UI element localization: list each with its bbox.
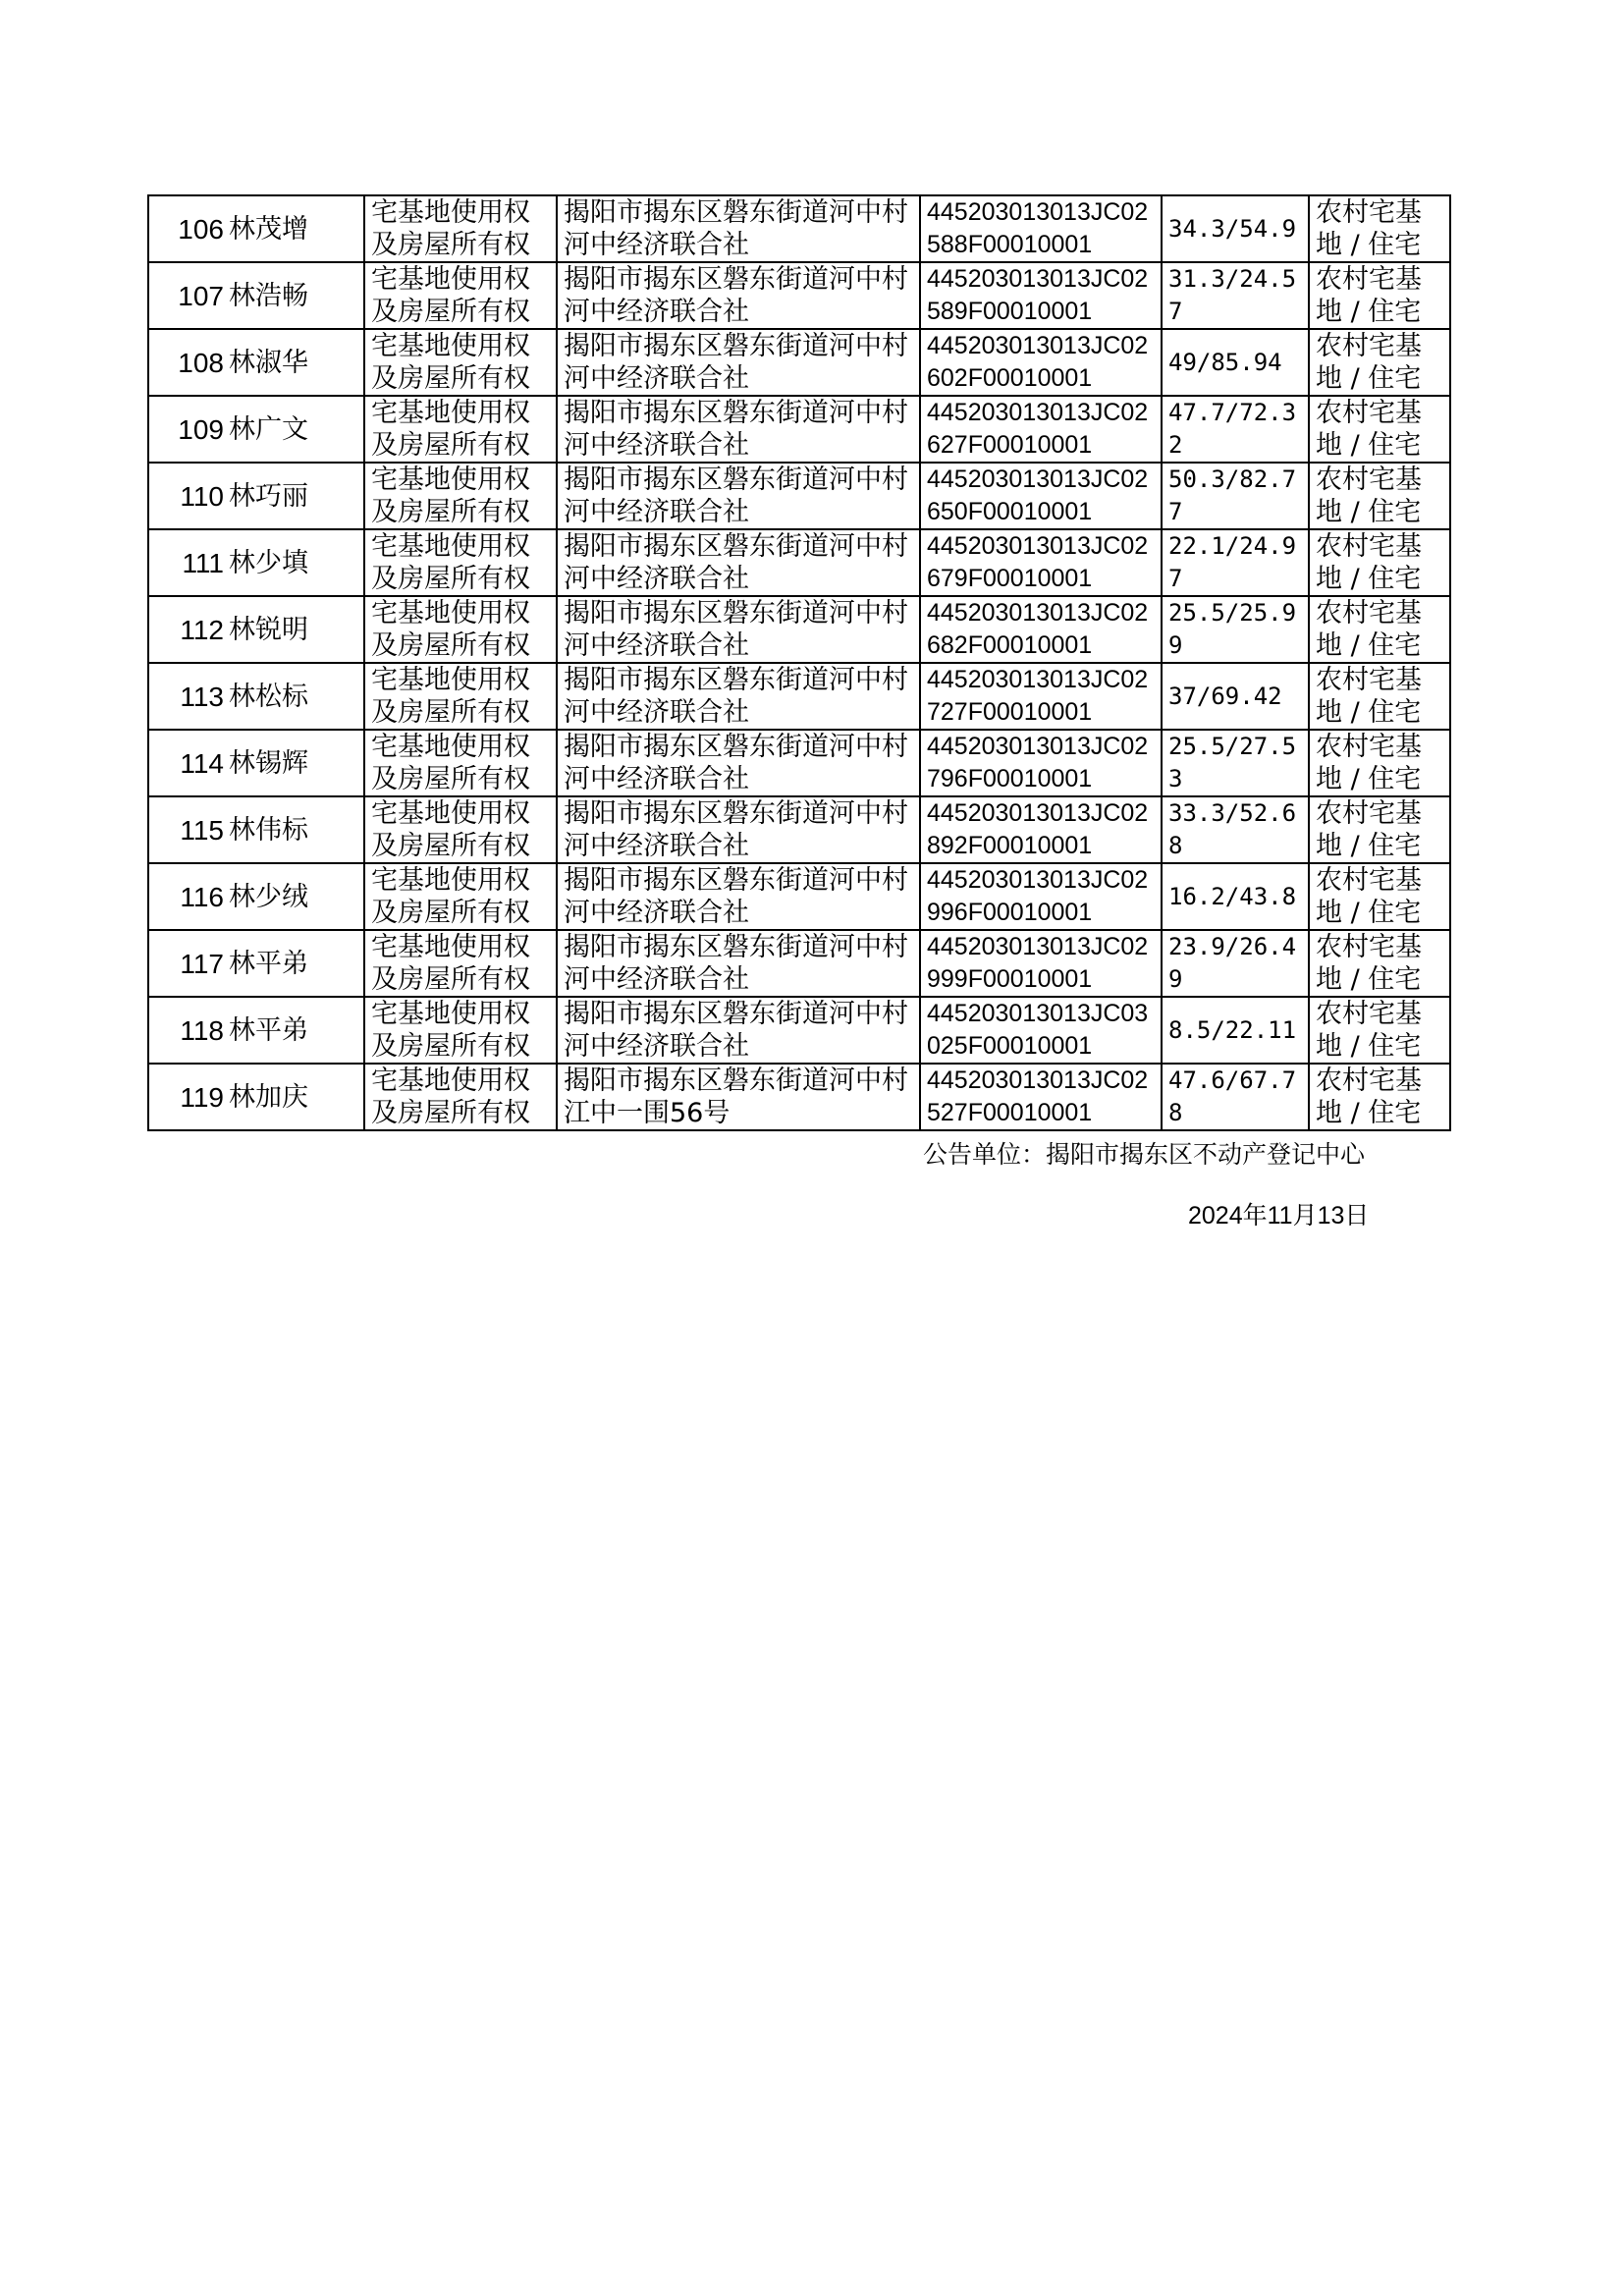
unit-code-cell: 445203013013JC03025F00010001 (920, 997, 1162, 1064)
owner-name-cell: 林锡辉 (227, 730, 364, 796)
unit-code-cell: 445203013013JC02589F00010001 (920, 262, 1162, 329)
property-location-cell: 揭阳市揭东区磐东街道河中村河中经济联合社 (557, 930, 920, 997)
area-cell: 31.3/24.57 (1162, 262, 1309, 329)
owner-name-cell: 林淑华 (227, 329, 364, 396)
land-use-cell: 农村宅基地 / 住宅 (1309, 596, 1450, 663)
table-row (148, 329, 1450, 396)
property-location-cell: 揭阳市揭东区磐东街道河中村河中经济联合社 (557, 463, 920, 529)
land-use-cell: 农村宅基地 / 住宅 (1309, 663, 1450, 730)
land-use-cell: 农村宅基地 / 住宅 (1309, 396, 1450, 463)
unit-code-cell: 445203013013JC02602F00010001 (920, 329, 1162, 396)
area-cell: 16.2/43.8 (1162, 863, 1309, 930)
row-number-cell: 110 (148, 463, 227, 529)
right-type-cell: 宅基地使用权及房屋所有权 (364, 930, 557, 997)
right-type-cell: 宅基地使用权及房屋所有权 (364, 195, 557, 262)
unit-code-cell: 445203013013JC02996F00010001 (920, 863, 1162, 930)
row-number-cell: 115 (148, 796, 227, 863)
row-number-cell: 109 (148, 396, 227, 463)
property-location-cell: 揭阳市揭东区磐东街道河中村河中经济联合社 (557, 596, 920, 663)
land-use-cell: 农村宅基地 / 住宅 (1309, 930, 1450, 997)
table-row (148, 262, 1450, 329)
property-location-cell: 揭阳市揭东区磐东街道河中村河中经济联合社 (557, 663, 920, 730)
unit-code-cell: 445203013013JC02999F00010001 (920, 930, 1162, 997)
row-number-cell: 107 (148, 262, 227, 329)
right-type-cell: 宅基地使用权及房屋所有权 (364, 663, 557, 730)
unit-code-cell: 445203013013JC02588F00010001 (920, 195, 1162, 262)
row-number-cell: 112 (148, 596, 227, 663)
row-number-cell: 118 (148, 997, 227, 1064)
right-type-cell: 宅基地使用权及房屋所有权 (364, 329, 557, 396)
unit-code-cell: 445203013013JC02682F00010001 (920, 596, 1162, 663)
owner-name-cell: 林茂增 (227, 195, 364, 262)
owner-name-cell: 林平弟 (227, 930, 364, 997)
owner-name-cell: 林少填 (227, 529, 364, 596)
land-use-cell: 农村宅基地 / 住宅 (1309, 195, 1450, 262)
unit-code-cell: 445203013013JC02650F00010001 (920, 463, 1162, 529)
notice-date: 2024年11月13日 (1188, 1202, 1370, 1229)
property-location-cell: 揭阳市揭东区磐东街道河中村河中经济联合社 (557, 863, 920, 930)
area-cell: 8.5/22.11 (1162, 997, 1309, 1064)
property-location-cell: 揭阳市揭东区磐东街道河中村河中经济联合社 (557, 796, 920, 863)
table-row (148, 396, 1450, 463)
table-row (148, 997, 1450, 1064)
land-use-cell: 农村宅基地 / 住宅 (1309, 529, 1450, 596)
right-type-cell: 宅基地使用权及房屋所有权 (364, 529, 557, 596)
unit-code-cell: 445203013013JC02627F00010001 (920, 396, 1162, 463)
unit-code-cell: 445203013013JC02796F00010001 (920, 730, 1162, 796)
area-cell: 47.6/67.78 (1162, 1064, 1309, 1130)
right-type-cell: 宅基地使用权及房屋所有权 (364, 997, 557, 1064)
right-type-cell: 宅基地使用权及房屋所有权 (364, 596, 557, 663)
owner-name-cell: 林松标 (227, 663, 364, 730)
table-row (148, 930, 1450, 997)
right-type-cell: 宅基地使用权及房屋所有权 (364, 396, 557, 463)
row-number-cell: 119 (148, 1064, 227, 1130)
row-number-cell: 108 (148, 329, 227, 396)
unit-code-cell: 445203013013JC02679F00010001 (920, 529, 1162, 596)
row-number-cell: 116 (148, 863, 227, 930)
registration-table (147, 194, 1451, 1131)
table-body (148, 195, 1450, 1130)
owner-name-cell: 林平弟 (227, 997, 364, 1064)
table-row (148, 529, 1450, 596)
table-row (148, 195, 1450, 262)
unit-code-cell: 445203013013JC02527F00010001 (920, 1064, 1162, 1130)
area-cell: 47.7/72.32 (1162, 396, 1309, 463)
owner-name-cell: 林锐明 (227, 596, 364, 663)
property-location-cell: 揭阳市揭东区磐东街道河中村河中经济联合社 (557, 730, 920, 796)
area-cell: 34.3/54.9 (1162, 195, 1309, 262)
land-use-cell: 农村宅基地 / 住宅 (1309, 463, 1450, 529)
property-location-cell: 揭阳市揭东区磐东街道河中村河中经济联合社 (557, 396, 920, 463)
area-cell: 50.3/82.77 (1162, 463, 1309, 529)
right-type-cell: 宅基地使用权及房屋所有权 (364, 796, 557, 863)
unit-code-cell: 445203013013JC02727F00010001 (920, 663, 1162, 730)
notice-unit: 公告单位：揭阳市揭东区不动产登记中心 (923, 1140, 1366, 1169)
row-number-cell: 114 (148, 730, 227, 796)
owner-name-cell: 林浩畅 (227, 262, 364, 329)
property-location-cell: 揭阳市揭东区磐东街道河中村江中一围56号 (557, 1064, 920, 1130)
table-row (148, 730, 1450, 796)
unit-code-cell: 445203013013JC02892F00010001 (920, 796, 1162, 863)
property-location-cell: 揭阳市揭东区磐东街道河中村河中经济联合社 (557, 329, 920, 396)
property-location-cell: 揭阳市揭东区磐东街道河中村河中经济联合社 (557, 262, 920, 329)
owner-name-cell: 林广文 (227, 396, 364, 463)
area-cell: 33.3/52.68 (1162, 796, 1309, 863)
row-number-cell: 106 (148, 195, 227, 262)
right-type-cell: 宅基地使用权及房屋所有权 (364, 463, 557, 529)
right-type-cell: 宅基地使用权及房屋所有权 (364, 863, 557, 930)
row-number-cell: 117 (148, 930, 227, 997)
owner-name-cell: 林伟标 (227, 796, 364, 863)
area-cell: 25.5/25.99 (1162, 596, 1309, 663)
table-row (148, 796, 1450, 863)
land-use-cell: 农村宅基地 / 住宅 (1309, 329, 1450, 396)
row-number-cell: 113 (148, 663, 227, 730)
area-cell: 23.9/26.49 (1162, 930, 1309, 997)
property-location-cell: 揭阳市揭东区磐东街道河中村河中经济联合社 (557, 529, 920, 596)
right-type-cell: 宅基地使用权及房屋所有权 (364, 1064, 557, 1130)
table-row (148, 1064, 1450, 1130)
land-use-cell: 农村宅基地 / 住宅 (1309, 730, 1450, 796)
land-use-cell: 农村宅基地 / 住宅 (1309, 262, 1450, 329)
area-cell: 25.5/27.53 (1162, 730, 1309, 796)
property-location-cell: 揭阳市揭东区磐东街道河中村河中经济联合社 (557, 997, 920, 1064)
table-row (148, 663, 1450, 730)
owner-name-cell: 林巧丽 (227, 463, 364, 529)
row-number-cell: 111 (148, 529, 227, 596)
area-cell: 37/69.42 (1162, 663, 1309, 730)
owner-name-cell: 林加庆 (227, 1064, 364, 1130)
area-cell: 22.1/24.97 (1162, 529, 1309, 596)
table-row (148, 463, 1450, 529)
land-use-cell: 农村宅基地 / 住宅 (1309, 1064, 1450, 1130)
right-type-cell: 宅基地使用权及房屋所有权 (364, 262, 557, 329)
table-row (148, 596, 1450, 663)
owner-name-cell: 林少绒 (227, 863, 364, 930)
property-location-cell: 揭阳市揭东区磐东街道河中村河中经济联合社 (557, 195, 920, 262)
land-use-cell: 农村宅基地 / 住宅 (1309, 796, 1450, 863)
land-use-cell: 农村宅基地 / 住宅 (1309, 863, 1450, 930)
right-type-cell: 宅基地使用权及房屋所有权 (364, 730, 557, 796)
table-row (148, 863, 1450, 930)
area-cell: 49/85.94 (1162, 329, 1309, 396)
land-use-cell: 农村宅基地 / 住宅 (1309, 997, 1450, 1064)
